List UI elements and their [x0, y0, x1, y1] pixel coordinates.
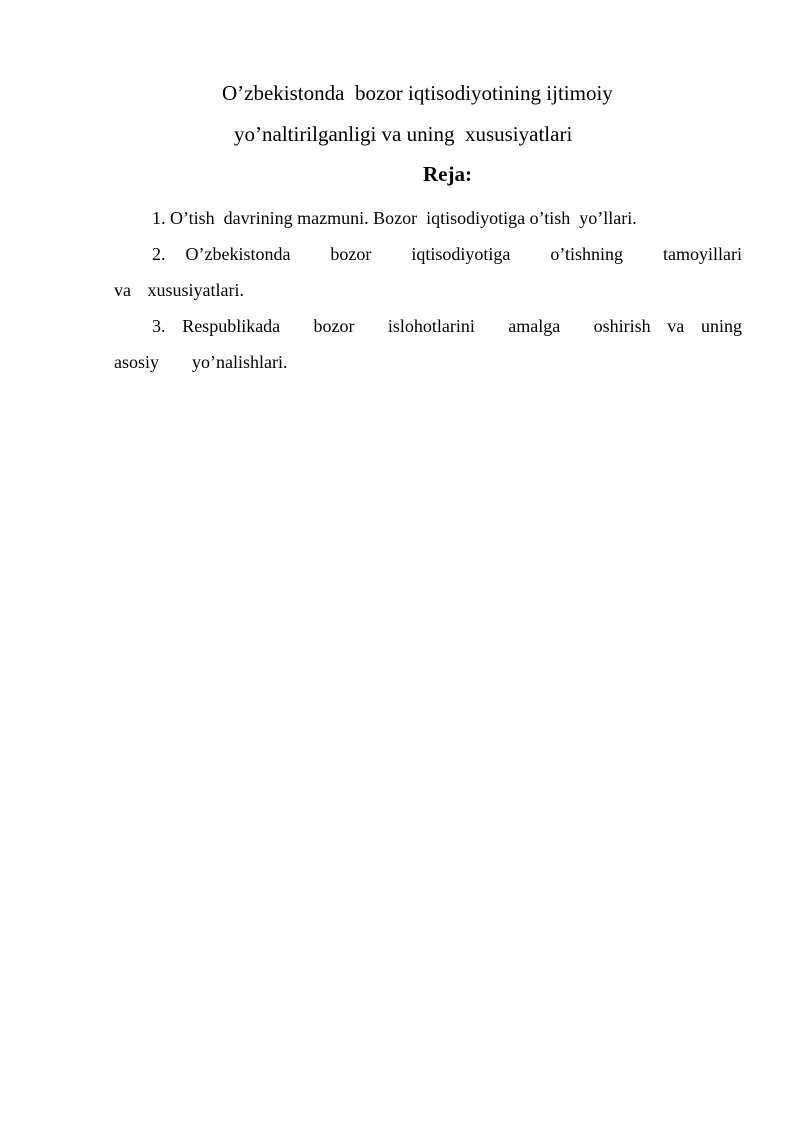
- plan-list: [114, 200, 759, 380]
- plan-heading: Reja:: [423, 162, 472, 186]
- document-title-line-1: O’zbekistonda bozor iqtisodiyotining ijtimoiy: [222, 81, 613, 105]
- plan-item-2: 2. O’zbekistonda bozor iqtisodiyotiga o’tishning tamoyillari va xususiyatlari.: [114, 244, 759, 300]
- document-title-line-2: yo’naltirilganligi va uning xususiyatlari: [234, 122, 573, 146]
- plan-item-3: 3. Respublikada bozor islohotlarini amalga oshirish va uning asosiy yo’nalishlari.: [114, 316, 759, 372]
- plan-item-1: 1. O’tish davrining mazmuni. Bozor iqtisodiyotiga o’tish yo’llari.: [152, 208, 637, 228]
